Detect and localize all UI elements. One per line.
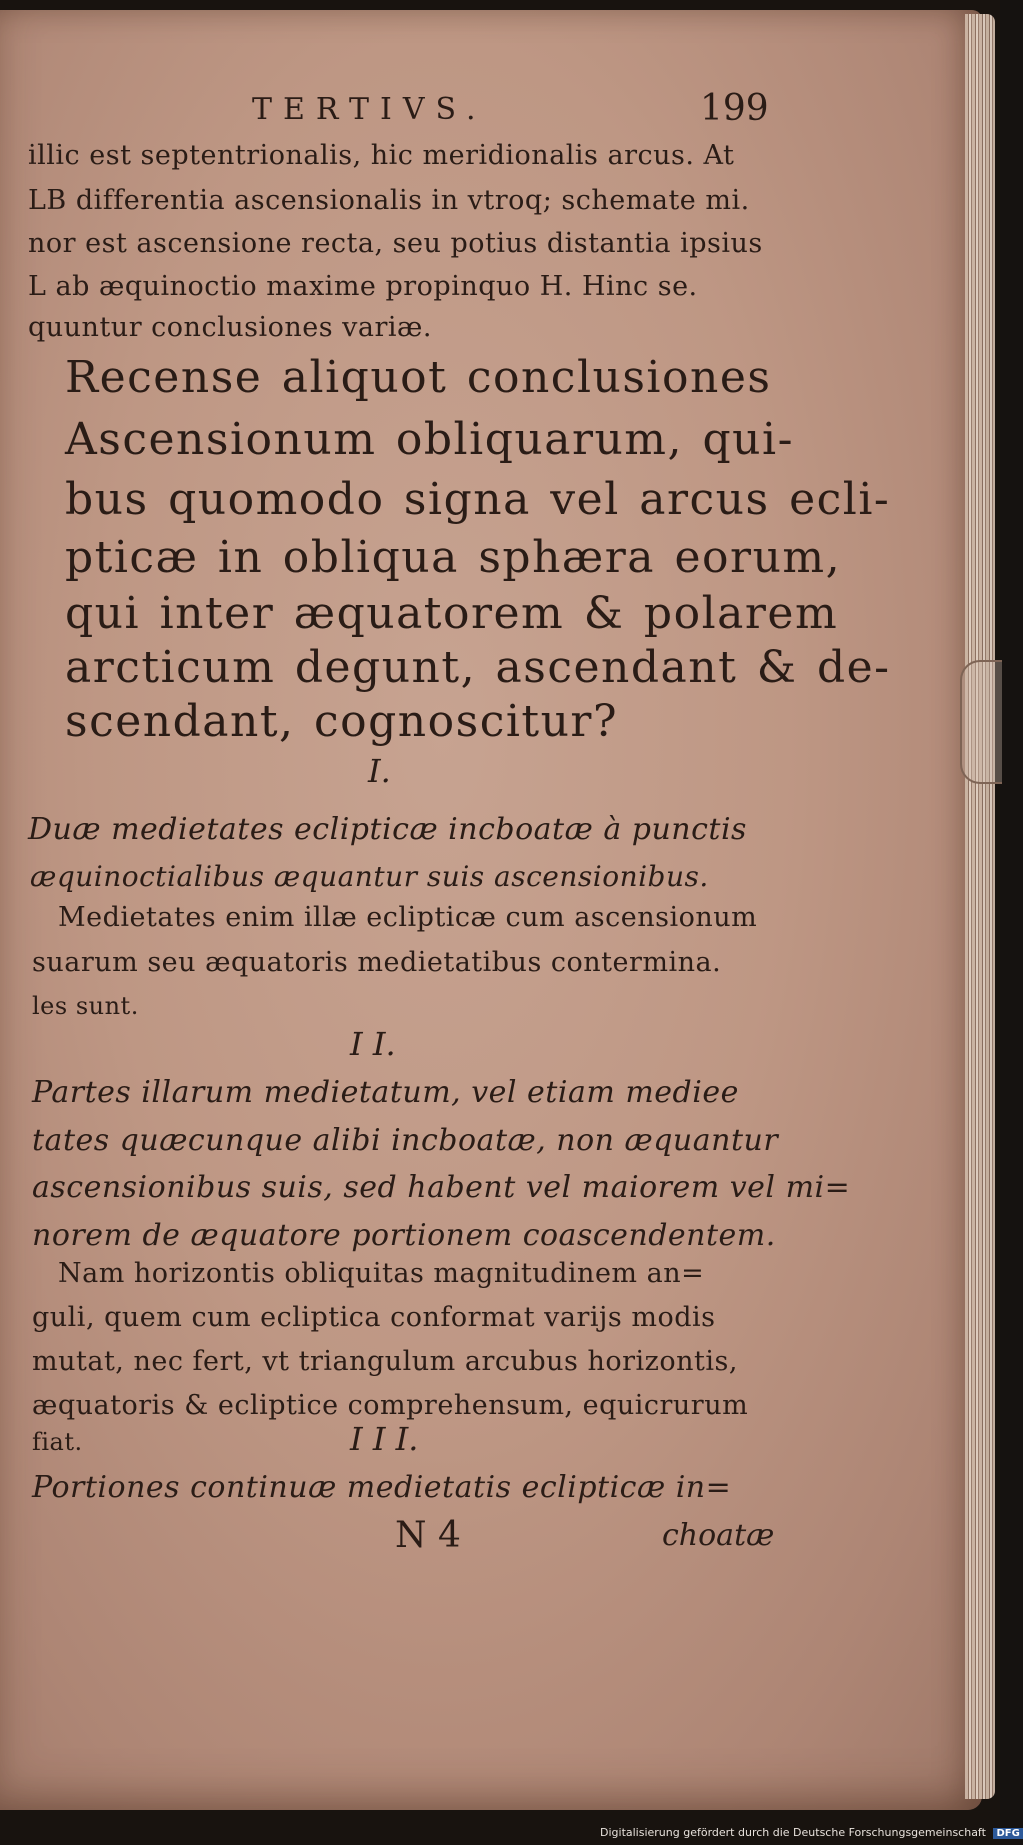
conclusion-statement: Duæ medietates eclipticæ incboatæ à punctis <box>28 812 747 847</box>
credit-text: Digitalisierung gefördert durch die Deutsche Forschungsgemeinschaft <box>600 1826 986 1839</box>
body-line: illic est septentrionalis, hic meridionalis arcus. At <box>28 140 735 171</box>
question-line: pticæ in obliqua sphæra eorum, <box>65 532 842 583</box>
conclusion-statement: æquinoctialibus æquantur suis ascensionibus. <box>30 860 709 893</box>
conclusion-explanation: æquatoris & ecliptice comprehensum, equicrurum <box>32 1390 749 1421</box>
running-title: TERTIVS. <box>252 92 487 127</box>
question-line: qui inter æquatorem & polarem <box>65 588 839 639</box>
conclusion-explanation: les sunt. <box>32 992 139 1020</box>
conclusion-explanation: fiat. <box>32 1428 83 1456</box>
conclusion-explanation: mutat, nec fert, vt triangulum arcubus horizontis, <box>32 1346 738 1377</box>
conclusion-explanation: guli, quem cum ecliptica conformat varijs modis <box>32 1302 716 1333</box>
question-line: arcticum degunt, ascendant & de- <box>65 642 891 693</box>
conclusion-statement: tates quæcunque alibi incboatæ, non æquantur <box>32 1123 779 1158</box>
signature-mark: N 4 <box>395 1515 461 1556</box>
conclusion-statement: ascensionibus suis, sed habent vel maiorem vel mi= <box>32 1170 851 1205</box>
body-line: LB differentia ascensionalis in vtroq; schemate mi. <box>28 185 750 216</box>
conclusion-explanation: suarum seu æquatoris medietatibus contermina. <box>32 947 722 978</box>
body-line: quuntur conclusiones variæ. <box>28 312 432 343</box>
conclusion-numeral: I I I. <box>350 1420 419 1458</box>
conclusion-statement: Partes illarum medietatum, vel etiam mediee <box>32 1075 739 1110</box>
conclusion-numeral: I. <box>368 752 391 790</box>
dfg-logo: DFG <box>993 1828 1022 1839</box>
body-line: L ab æquinoctio maxime propinquo H. Hinc se. <box>28 271 698 302</box>
page-number: 199 <box>700 88 769 129</box>
conclusion-explanation: Nam horizontis obliquitas magnitudinem an= <box>58 1258 705 1289</box>
question-line: scendant, cognoscitur? <box>65 696 619 747</box>
question-line: Recense aliquot conclusiones <box>65 352 772 403</box>
question-line: bus quomodo signa vel arcus ecli- <box>65 474 891 525</box>
conclusion-statement: Portiones continuæ medietatis eclipticæ in= <box>32 1470 732 1505</box>
conclusion-numeral: I I. <box>350 1025 396 1063</box>
catchword: choatæ <box>662 1518 775 1553</box>
question-line: Ascensionum obliquarum, qui- <box>65 414 794 465</box>
digitization-credit <box>600 1826 1023 1839</box>
body-line: nor est ascensione recta, seu potius distantia ipsius <box>28 228 763 259</box>
conclusion-explanation: Medietates enim illæ eclipticæ cum ascensionum <box>58 902 758 933</box>
conclusion-statement: norem de æquatore portionem coascendentem. <box>32 1218 776 1253</box>
